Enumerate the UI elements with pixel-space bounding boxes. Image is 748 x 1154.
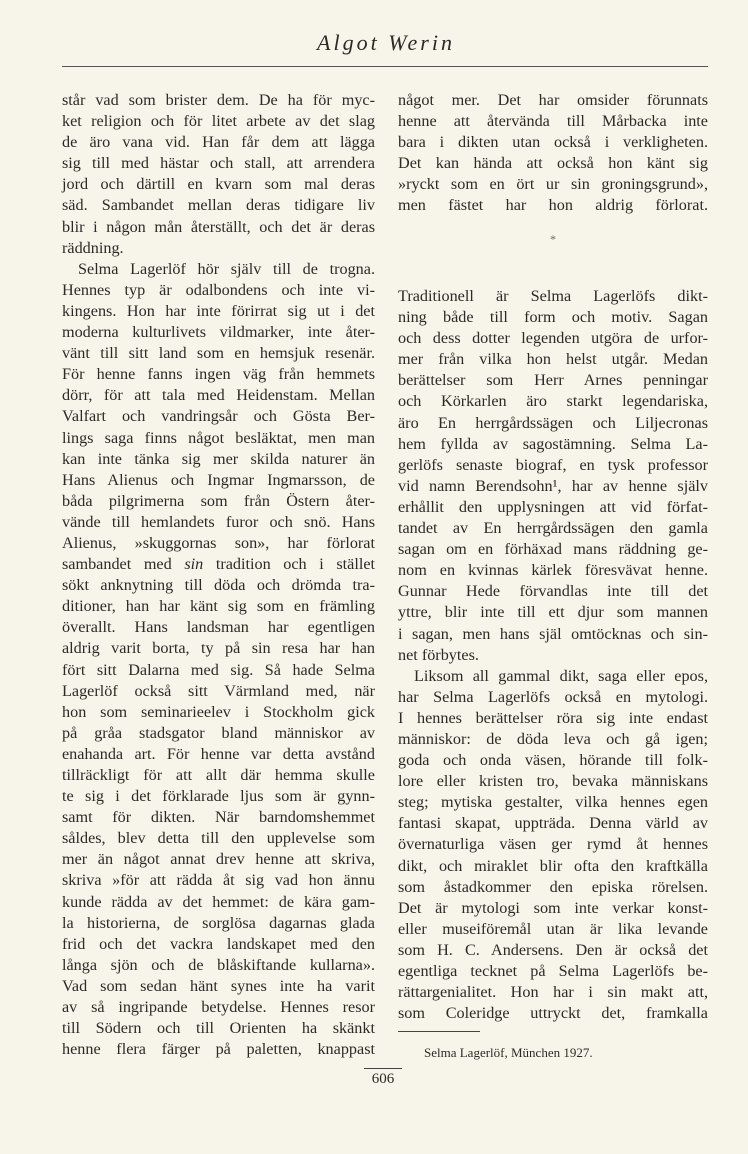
text-line: hem fyllda av sagostämning. Selma La- (398, 434, 708, 453)
text-line: som Coleridge uttryckt det, framkalla (398, 1004, 708, 1023)
text-line: på gråa stadsgator bland människor av (62, 723, 375, 742)
text-line: Det kan hända att också hon känt sig (398, 154, 708, 173)
text-line: goda och onda väsen, hörande till folk- (398, 751, 708, 770)
text-line: eller museiföremål utan är lika levande (398, 919, 708, 938)
text-line: som H. C. Andersens. Den är också det (398, 940, 708, 959)
text-line: tandet av En herrgårdssägen den gamla (398, 519, 708, 538)
text-line: kingens. Hon har inte förirrat sig ut i det (62, 301, 375, 320)
text-line: henne flera färger på paletten, knappast (62, 1040, 375, 1059)
text-line: blir i någon mån återställt, och det är deras (62, 217, 375, 236)
text-line: sig till med hästar och stall, att arrendera (62, 154, 375, 173)
page-number: 606 (364, 1068, 402, 1088)
text-line: Lagerlöf också sitt Värmland med, när (62, 681, 375, 700)
text-line: som åstadkommer den episka rörelsen. (398, 877, 708, 896)
text-line: frid och det vackra landskapet med den (62, 934, 375, 953)
paragraph (398, 90, 708, 217)
text-line: lore eller kristen tro, bevaka människans (398, 772, 708, 791)
text-line: men fästet har hon aldrig förlorat. (398, 196, 708, 215)
header-rule (62, 66, 708, 67)
left-column (62, 90, 375, 1060)
text-line: står vad som brister dem. De ha för myc- (62, 91, 375, 109)
text-line: fört sitt Dalarna med sig. Så hade Selma (62, 660, 375, 679)
text-line: nom en kvinnas kärlek föresvävat henne. (398, 561, 708, 580)
text-line: Hennes typ är odalbondens och inte vi- (62, 280, 375, 299)
paragraph (398, 286, 708, 666)
text-line: har Selma Lagerlöfs också en mytologi. (398, 687, 708, 706)
paragraph (62, 90, 375, 259)
italic-word: sin (184, 555, 204, 574)
text-line: Gunnar Hede förvandlas inte till det (398, 582, 708, 601)
text-line: ditioner, han har känt sig som en främling (62, 597, 375, 616)
text-line: la historierna, de sorglösa dagarnas glada (62, 913, 375, 932)
text-line: steg; mytiska gestalter, vilka hennes egen (398, 793, 708, 812)
text-line: vänt till sitt land som en hemsjuk resenär. (62, 344, 375, 363)
text-line: jord och därtill en kvarn som mal deras (62, 175, 375, 194)
text-line: kan inte tänka sig mer skilda naturer än (62, 449, 375, 468)
running-header (0, 30, 748, 56)
text-line: sökt anknytning till döda och drömda tra- (62, 576, 375, 595)
text-line: överallt. Hans landsman har egentligen (62, 618, 375, 637)
footnote: Selma Lagerlöf, München 1927. (424, 1045, 593, 1060)
text-line: hon som seminarieelev i Stockholm gick (62, 702, 375, 721)
text-line: egentliga tecknet på Selma Lagerlöfs be- (398, 962, 708, 980)
text-line: Alienus, »skuggornas son», har förlorat (62, 533, 375, 552)
text-line: yttre, blir inte till ett djur som mannen (398, 603, 708, 622)
text-line: samt för dikten. När barndomshemmet (62, 808, 375, 827)
text-line: moderna kulturlivets vildmarker, inte åter- (62, 323, 375, 342)
text-line: till Södern och till Orienten ha skänkt (62, 1019, 375, 1038)
text-line: långa sjön och de blåskiftande kullarna». (62, 955, 375, 974)
author-name: Algot Werin (317, 30, 455, 55)
text-line: kunde rädda av det hemmet: de kära gam- (62, 892, 375, 911)
text-line: äro En herrgårdssägen och Liljecronas (398, 413, 708, 432)
text-line: Valfart och vandringsår och Gösta Ber- (62, 407, 375, 426)
text-line: berättelser som Herr Arnes penningar (398, 371, 708, 390)
text-line: henne att återvända till Mårbacka inte (398, 112, 708, 131)
text-line: av så ingripande betydelse. Hennes resor (62, 998, 375, 1017)
text-line: tillräckligt för att allt där hemma skulle (62, 766, 375, 784)
section-separator: * (550, 232, 556, 246)
text-line: skriva »för att rädda åt sig vad hon ännu (62, 871, 375, 890)
text-line: räddning. (62, 238, 124, 257)
text-line: och dess dotter legenden utgöra de urfor- (398, 329, 708, 348)
text-line: enahanda art. För henne var detta avstånd (62, 744, 375, 763)
text-line: dikt, och miraklet blir ofta den kraftkälla (398, 856, 708, 875)
text-line: Vad som sedan hänt synes inte ha varit (62, 976, 375, 995)
text-line: båda pilgrimerna som från Östern åter- (62, 491, 375, 510)
text-line: Selma Lagerlöf hör själv till de trogna. (78, 259, 375, 278)
text-line: te sig i det förklarade ljus som är gynn- (62, 787, 375, 806)
text-line: vid namn Berendsohn¹, har av henne själv (398, 476, 708, 495)
text-span: tradition och i stället (203, 555, 376, 574)
text-line: de äro vana vid. Han får dem att lägga (62, 133, 375, 152)
text-line: rättargenialitet. Hon har i sin makt att, (398, 983, 708, 1002)
right-column-section (398, 286, 708, 1024)
text-line: bara i dikten utan också i verkligheten. (398, 133, 708, 152)
text-line: I hennes berättelser röra sig inte endast (398, 708, 708, 727)
text-line: Traditionell är Selma Lagerlöfs dikt- (398, 287, 708, 305)
text-line: säd. Sambandet mellan deras tidigare liv (62, 196, 375, 215)
text-line (62, 554, 375, 575)
text-line: något mer. Det har omsider förunnats (398, 91, 708, 109)
text-line: ning både till form och motiv. Sagan (398, 308, 708, 327)
text-line: ket religion och för litet arbete av det slag (62, 112, 375, 131)
text-line: såldes, blev detta till den upplevelse som (62, 829, 375, 848)
text-line: Liksom all gammal dikt, saga eller epos, (414, 666, 708, 685)
text-span: sambandet med (62, 555, 185, 574)
text-line: Det är mytologi som inte verkar konst- (398, 898, 708, 917)
text-line: aldrig varit borta, ty på sin resa har han (62, 639, 375, 658)
text-line: mer än något annat drev henne att skriva, (62, 850, 375, 869)
text-line: och Körkarlen äro starkt legendariska, (398, 392, 708, 411)
text-line: erhållit den upplysningen att vid förfat- (398, 497, 708, 516)
paragraph (398, 666, 708, 1025)
text-line: mer från vilka hon helst utgår. Medan (398, 350, 708, 369)
text-line: människor: de döda leva och gå igen; (398, 729, 708, 748)
text-line: gerlöfs senaste biograf, en tysk professor (398, 455, 708, 474)
text-line: lings saga finns något besläktat, men man (62, 428, 375, 447)
text-line: i sagan, men hans själ omtöcknas och sin- (398, 624, 708, 643)
text-line: övernaturliga väsen ger rymd åt hennes (398, 835, 708, 854)
paragraph (62, 259, 375, 1061)
text-line: »ryckt som en ört ur sin groningsgrund», (398, 175, 708, 194)
right-column-top (398, 90, 708, 217)
text-line: dörr, för att tala med Heidenstam. Mellan (62, 386, 375, 405)
text-line: För henne fanns ingen väg från hemmets (62, 365, 375, 384)
text-line: vände till hemlandets furor och snö. Hans (62, 512, 375, 531)
footnote-rule (398, 1031, 480, 1032)
text-line: sagan om en förhäxad mans räddning ge- (398, 540, 708, 559)
text-line: fantasi skapat, uppträda. Denna värld av (398, 814, 708, 833)
text-line: Hans Alienus och Ingmar Ingmarsson, de (62, 470, 375, 489)
text-line: net förbytes. (398, 645, 479, 664)
